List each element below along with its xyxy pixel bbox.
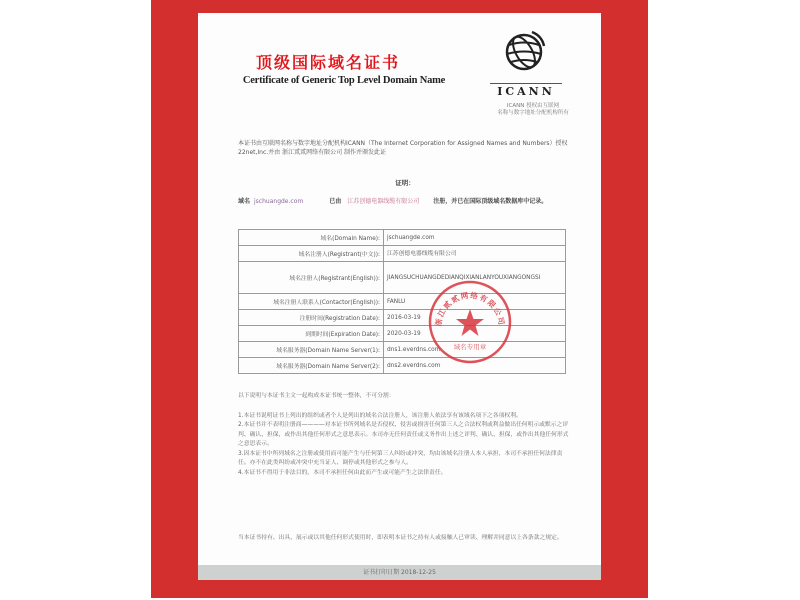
statement-suffix: 注册，并已在国际顶级域名数据库中记录。 xyxy=(433,198,548,205)
domain-info-table xyxy=(238,229,566,374)
row-key: 域名(Domain Name): xyxy=(239,230,384,246)
terms-section xyxy=(238,392,570,478)
table-row xyxy=(239,342,566,358)
table-row xyxy=(239,294,566,310)
row-key: 域名注册人联系人(Contactor(English)): xyxy=(239,294,384,310)
row-value: JIANGSUCHUANGDEDIANQIXIANLANYOUXIANGONGSI xyxy=(384,262,566,294)
print-date: 证书打印日期 2018-12-25 xyxy=(363,569,436,576)
row-value: 江苏创德电器线缆有限公司 xyxy=(384,246,566,262)
terms-item: 3.因本证书中所列域名之注册或使用而可能产生与任何第三人纠纷或冲突，均由该域名注册人本人承担，本司不承担任何法律责任。亦不在此类纠纷或冲突中充当证人、调停或其他形式之参与人。 xyxy=(238,450,563,466)
svg-text:域名专用章: 域名专用章 xyxy=(453,343,487,351)
icann-subtitle xyxy=(483,103,583,117)
row-key: 注册时间(Registration Date): xyxy=(239,310,384,326)
table-row xyxy=(239,310,566,326)
svg-text:浙江贰贰网络有限公司: 浙江贰贰网络有限公司 xyxy=(433,290,507,327)
terms-heading: 以下说明与本证书主文一起构成本证书统一整体，不可分割： xyxy=(238,393,395,399)
globe-icon xyxy=(502,28,548,74)
icann-subtitle-line2: 名称与数字地址分配机构所有 xyxy=(497,110,569,116)
table-row xyxy=(239,326,566,342)
closing-paragraph: 当本证书持有、出具、展示或以其他任何形式使用时，即表明本证书之持有人或接触人已审读、理解并同意以上各条款之规定。 xyxy=(238,535,563,541)
intro-paragraph: 本证书由互联网名称与数字地址分配机构ICANN（The Internet Corporation for Assigned Names and Numbers）授权22net,Inc.并由 浙江贰贰网络有限公司 制作并颁发此证 xyxy=(238,140,568,156)
row-value: 2020-03-19 xyxy=(384,326,566,342)
certificate-title-cn: 顶级国际域名证书 xyxy=(255,53,400,72)
row-key: 域名注册人(Registrant(中文)): xyxy=(239,246,384,262)
row-value: 2016-03-19 xyxy=(384,310,566,326)
icann-wordmark: ICANN xyxy=(497,85,555,98)
registrant-value: 江苏创德电器线缆有限公司 xyxy=(347,198,420,205)
row-value: dns2.everdns.com xyxy=(384,358,566,374)
table-row xyxy=(239,262,566,294)
table-row xyxy=(239,358,566,374)
official-seal-icon xyxy=(427,279,513,365)
registrant-label: 已由 xyxy=(329,198,342,205)
registration-statement xyxy=(238,195,568,209)
proof-heading: 证明： xyxy=(395,179,415,187)
domain-value: jschuangde.com xyxy=(254,198,304,205)
domain-label: 域名 xyxy=(238,198,251,205)
terms-item: 1.本证书说明证书上列出的组织或者个人是列出的域名合法注册人，该注册人依法享有该域名项下之各项权利。 xyxy=(238,412,522,419)
logo-divider xyxy=(490,83,562,84)
row-value: FANLU xyxy=(384,294,566,310)
row-key: 域名服务器(Domain Name Server(2): xyxy=(239,358,384,374)
row-key: 到期时间(Expiration Date): xyxy=(239,326,384,342)
row-value: jschuangde.com xyxy=(384,230,566,246)
terms-item: 2.本证书并不表明注册商————对本证书所列域名是否侵权、侵害或损害任何第三人之合法权利或利益做出任何明示或默示之评判、确认、担保，或作出其他任何形式之意思表示。本司亦无任何责任或义务作出上述之评判、确认、担保，或作出其他任何形式之意思表示。 xyxy=(238,422,569,447)
row-key: 域名服务器(Domain Name Server(1): xyxy=(239,342,384,358)
certificate-title-en: Certificate of Generic Top Level Domain Name xyxy=(242,75,446,86)
terms-item: 4.本证书不得用于非法目的，本司不承担任何由此而产生或可能产生之法律责任。 xyxy=(238,469,447,476)
table-row xyxy=(239,230,566,246)
row-value: dns1.everdns.com xyxy=(384,342,566,358)
table-row xyxy=(239,246,566,262)
row-key: 域名注册人(Registrant(English)): xyxy=(239,262,384,294)
icann-subtitle-line1: ICANN 授权由互联网 xyxy=(506,103,560,109)
